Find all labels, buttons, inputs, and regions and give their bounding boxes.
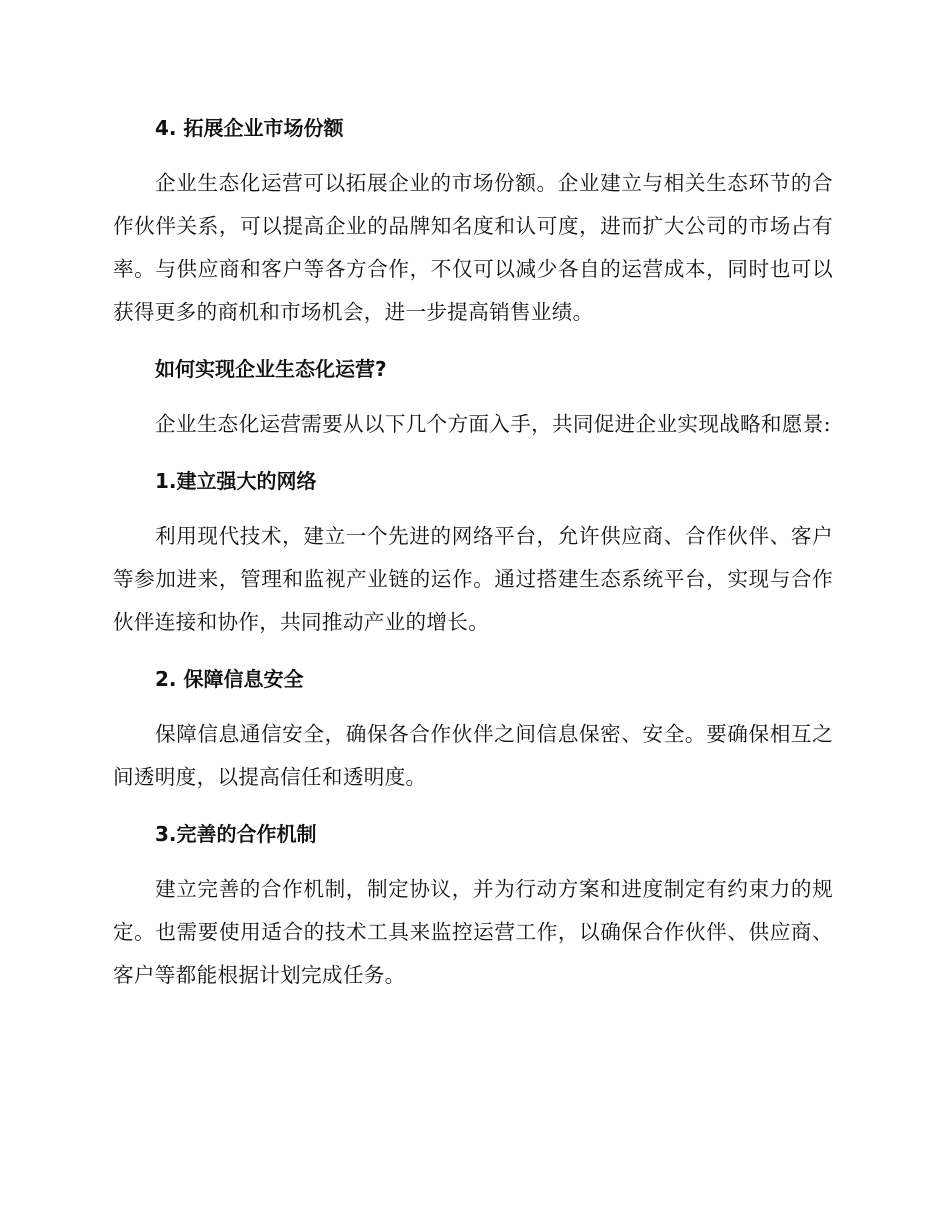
- section-heading-security: 2. 保障信息安全: [155, 667, 304, 691]
- section-paragraph-security: 保障信息通信安全，确保各合作伙伴之间信息保密、安全。要确保相互之间透明度，以提高信任和透明度。: [113, 722, 833, 789]
- section-heading-cooperation: 3.完善的合作机制: [155, 822, 317, 846]
- section-heading-network: 1.建立强大的网络: [155, 469, 317, 493]
- section-paragraph-cooperation: 建立完善的合作机制，制定协议，并为行动方案和进度制定有约束力的规定。也需要使用适合的技术工具来监控运营工作，以确保合作伙伴、供应商、客户等都能根据计划完成任务。: [113, 877, 833, 987]
- section-heading-market-share: 4. 拓展企业市场份额: [155, 116, 344, 140]
- section-paragraph-network: 利用现代技术，建立一个先进的网络平台，允许供应商、合作伙伴、客户等参加进来，管理和监视产业链的运作。通过搭建生态系统平台，实现与合作伙伴连接和协作，共同推动产业的增长。: [113, 524, 833, 634]
- section-paragraph-market-share: 企业生态化运营可以拓展企业的市场份额。企业建立与相关生态环节的合作伙伴关系，可以提高企业的品牌知名度和认可度，进而扩大公司的市场占有率。与供应商和客户等各方合作，不仅可以减少各自的运营成本，同时也可以获得更多的商机和市场机会，进一步提高销售业绩。: [113, 171, 833, 324]
- section-heading-how-to: 如何实现企业生态化运营?: [155, 357, 387, 381]
- section-paragraph-how-to: 企业生态化运营需要从以下几个方面入手，共同促进企业实现战略和愿景:: [155, 412, 831, 436]
- document-body: [113, 113, 833, 997]
